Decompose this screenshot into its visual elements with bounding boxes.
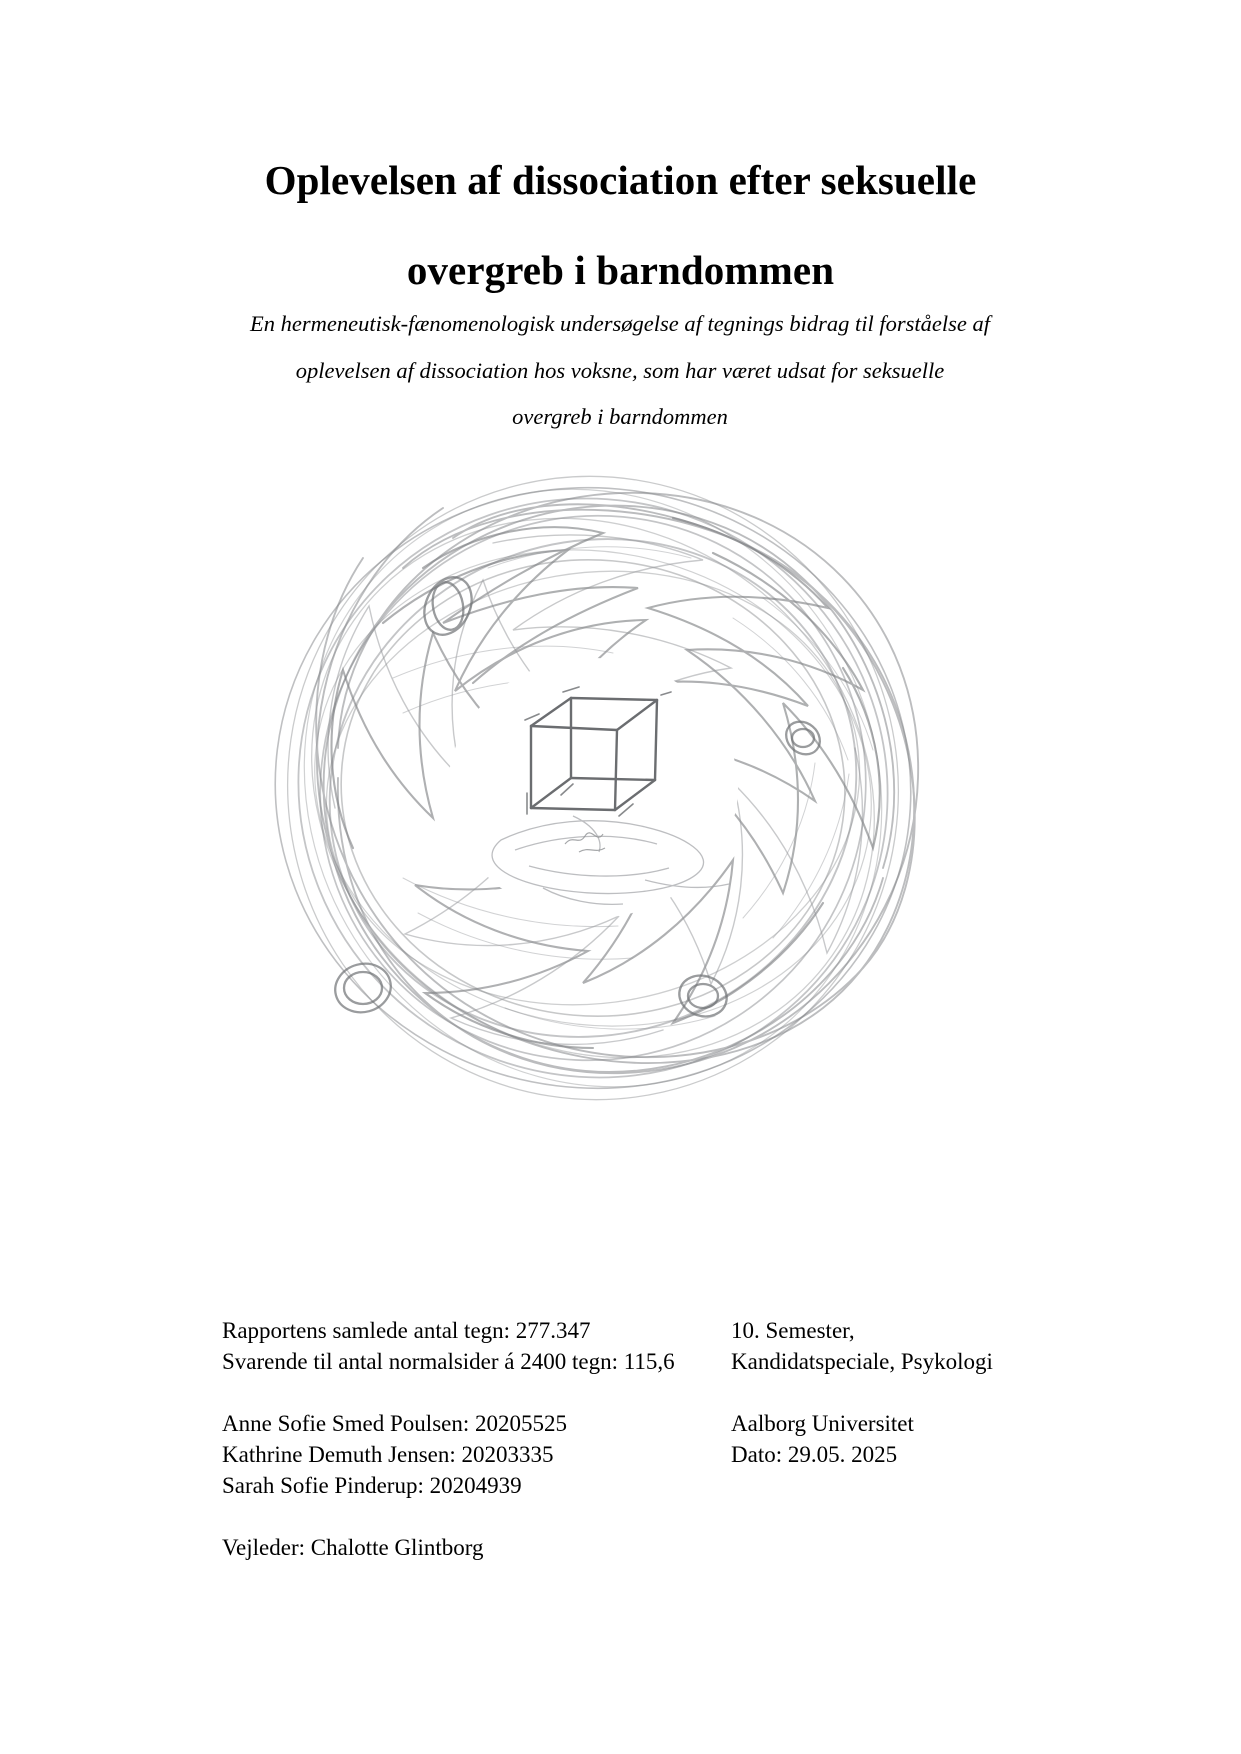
programme-line: Kandidatspeciale, Psykologi: [731, 1349, 993, 1374]
footer-info: [0, 1185, 1241, 1605]
subtitle-line-2: oplevelsen af dissociation hos voksne, som har været udsat for seksuelle: [295, 357, 945, 383]
date-line: Dato: 29.05. 2025: [731, 1442, 898, 1467]
pencil-drawing-figure: [243, 448, 943, 1128]
scribble-ring: [243, 448, 943, 1128]
page-subtitle: [195, 313, 1045, 429]
subtitle-line-1: En hermeneutisk-fænomenologisk undersøgelse af tegnings bidrag til forståelse af: [250, 311, 990, 336]
footer-left-column: [222, 1315, 692, 1563]
spacer: [222, 1501, 692, 1532]
page-title: [150, 157, 1091, 293]
char-count-line: Rapportens samlede antal tegn: 277.347: [222, 1318, 591, 1343]
author-2: Kathrine Demuth Jensen: 20203335: [222, 1442, 554, 1467]
normal-pages-line: Svarende til antal normalsider á 2400 tegn: 115,6: [222, 1349, 675, 1374]
cube-ground-shadow: [492, 816, 729, 904]
spacer: [222, 1377, 692, 1408]
university-line: Aalborg Universitet: [731, 1411, 914, 1436]
supervisor-line: Vejleder: Chalotte Glintborg: [222, 1535, 484, 1560]
title-line-2: overgreb i barndommen: [406, 247, 835, 293]
subtitle-line-3: overgreb i barndommen: [512, 404, 728, 429]
title-line-1: Oplevelsen af dissociation efter seksuelle: [264, 157, 977, 203]
author-3: Sarah Sofie Pinderup: 20204939: [222, 1473, 522, 1498]
central-cube: [525, 687, 671, 816]
footer-right-column: [731, 1315, 1131, 1470]
author-1: Anne Sofie Smed Poulsen: 20205525: [222, 1411, 567, 1436]
pencil-drawing-svg: [243, 448, 943, 1128]
semester-line: 10. Semester,: [731, 1318, 855, 1343]
spacer: [731, 1377, 1131, 1408]
